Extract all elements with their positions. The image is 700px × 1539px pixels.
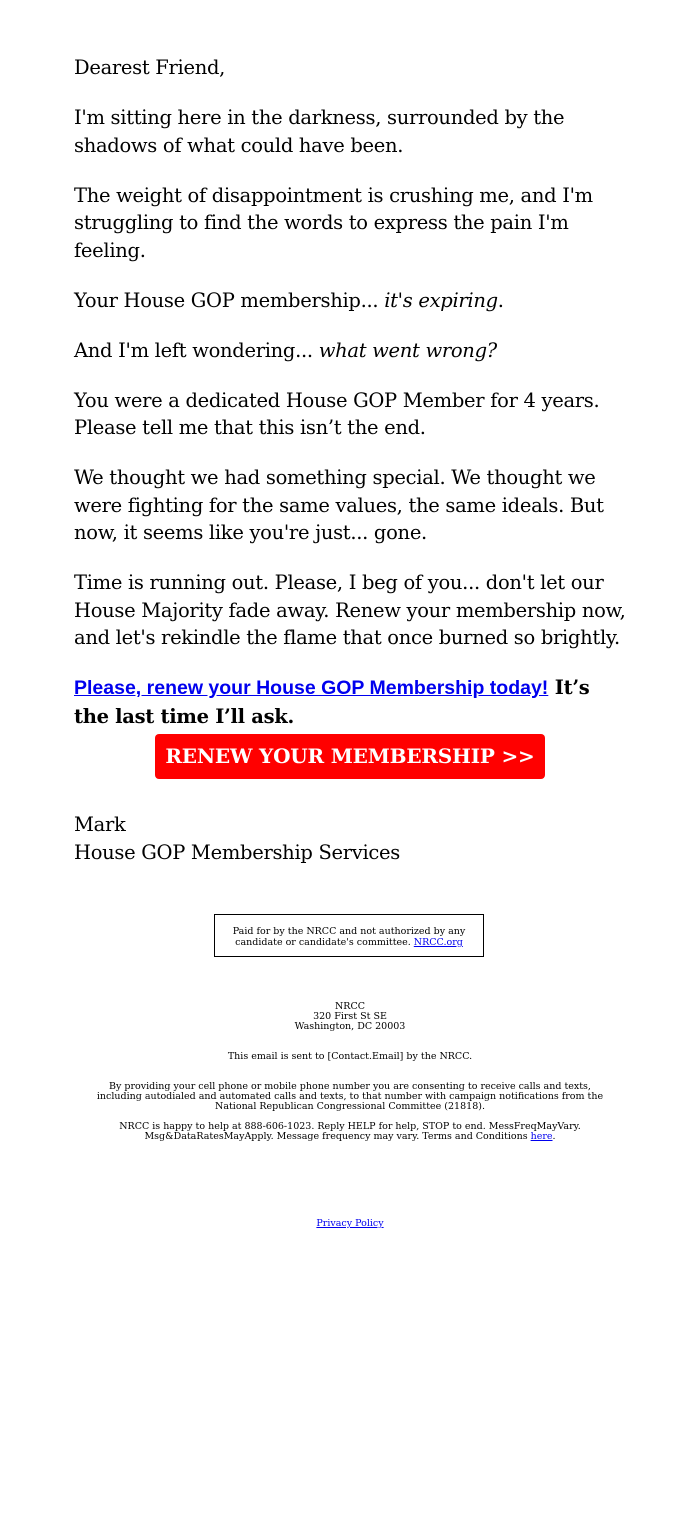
footer-org: NRCC	[334, 1001, 365, 1012]
paragraph-2: The weight of disappointment is crushing me, and I'm struggling to find the words to express the pain I'm feeling.	[74, 183, 593, 262]
letter-body	[74, 54, 630, 753]
disclaimer-text: Paid for by the NRCC and not authorized by any candidate or candidate's committee.	[232, 926, 466, 948]
paragraph-3-text: Your House GOP membership...	[74, 288, 385, 312]
cta-container	[155, 734, 545, 779]
paragraph-3-emphasis: it's expiring	[384, 288, 498, 312]
renew-paragraph	[74, 674, 630, 730]
last-time-text: It’s the last time I’ll ask.	[74, 676, 590, 728]
footer-street: 320 First St SE	[313, 1011, 387, 1022]
greeting: Dearest Friend,	[74, 56, 226, 79]
paragraph-3	[74, 287, 630, 315]
renew-membership-link[interactable]: Please, renew your House GOP Membership today!	[74, 677, 549, 699]
paragraph-7: Time is running out. Please, I beg of you... don't let our House Majority fade away. Renew your membership now, and let's rekindle the flame that once burned so brightly.	[74, 571, 626, 649]
paragraph-4	[74, 337, 630, 365]
paragraph-5: You were a dedicated House GOP Member for 4 years. Please tell me that this isn’t the end.	[74, 388, 600, 439]
footer-sent-to: This email is sent to [Contact.Email] by the NRCC.	[227, 1051, 473, 1062]
paragraph-6: We thought we had something special. We thought we were fighting for the same values, the same ideals. But now, it seems like you're just... gone.	[74, 466, 604, 544]
terms-here-link[interactable]: here	[530, 1131, 553, 1142]
footer-help-text: NRCC is happy to help at 888-606-1023. Reply HELP for help, STOP to end. MessFreqMayVary. Msg&DataRatesMayApply. Message frequency may vary. Terms and Conditions	[119, 1121, 581, 1142]
nrcc-org-link[interactable]: NRCC.org	[413, 937, 463, 948]
footer-address	[95, 1002, 605, 1032]
footer-city: Washington, DC 20003	[294, 1021, 406, 1032]
paragraph-4-emphasis: what went wrong?	[318, 338, 497, 362]
footer-privacy	[95, 1219, 605, 1229]
privacy-policy-link[interactable]: Privacy Policy	[316, 1218, 384, 1229]
paragraph-4-text: And I'm left wondering...	[74, 338, 319, 362]
footer-help	[95, 1122, 605, 1142]
paid-for-disclaimer	[214, 914, 484, 957]
signature	[74, 811, 400, 866]
signature-name: Mark	[74, 813, 126, 836]
footer-help-end: .	[552, 1131, 556, 1142]
signature-title: House GOP Membership Services	[74, 840, 400, 864]
footer-consent: By providing your cell phone or mobile phone number you are consenting to receive calls and texts, including autodialed and automated calls and texts, to that number with campaign notifications from the National Republican Congressional Committee (21818).	[96, 1081, 604, 1112]
paragraph-3-end: .	[497, 288, 504, 312]
renew-membership-button[interactable]: RENEW YOUR MEMBERSHIP >>	[155, 734, 545, 779]
paragraph-1: I'm sitting here in the darkness, surrounded by the shadows of what could have been.	[74, 106, 565, 157]
